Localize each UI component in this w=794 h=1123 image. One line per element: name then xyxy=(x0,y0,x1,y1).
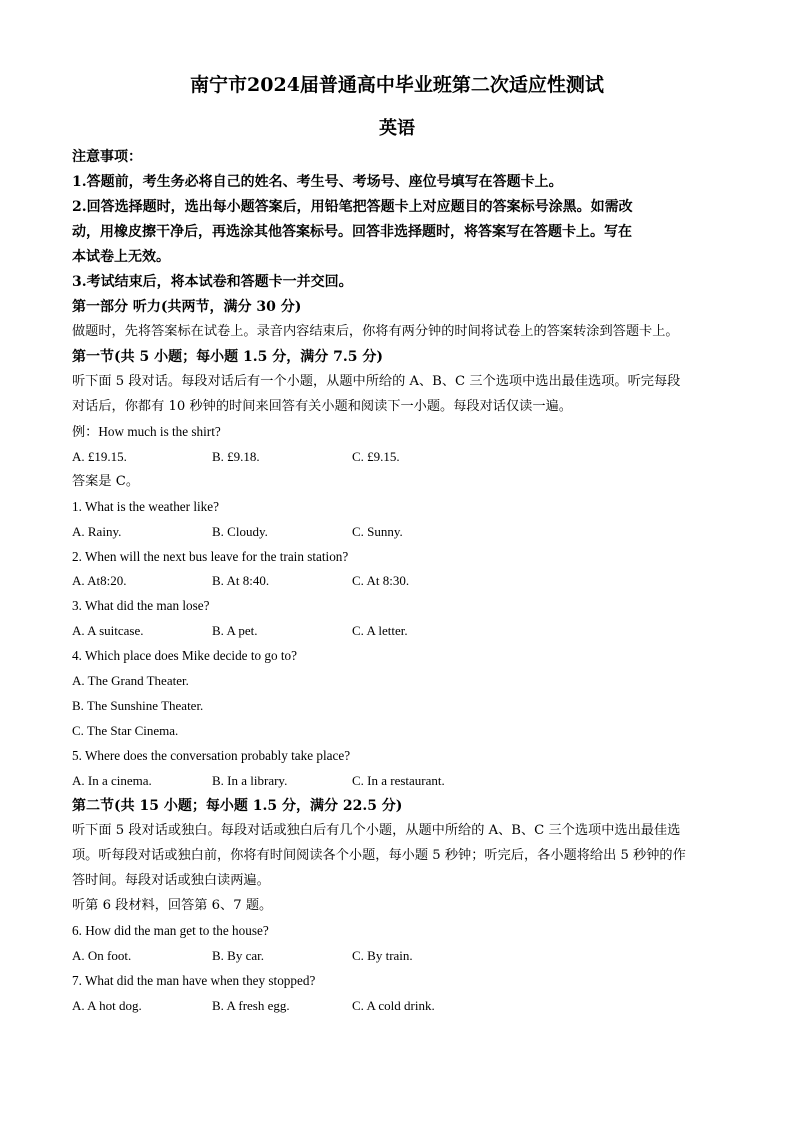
notice-item-3: 3.考试结束后，将本试卷和答题卡一并交回。 xyxy=(72,274,353,290)
part1-instruction: 做题时，先将答案标在试卷上。录音内容结束后，你将有两分钟的时间将试卷上的答案转涂到答题卡上。 xyxy=(72,324,679,339)
notice-item-2-line-2: 动，用橡皮擦干净后，再选涂其他答案标号。回答非选择题时，将答案写在答题卡上。写在 xyxy=(72,224,632,240)
question-3-option-c: C. A letter. xyxy=(352,623,408,638)
question-1-option-c: C. Sunny. xyxy=(352,524,403,539)
notice-item-2-line-1: 2.回答选择题时，选出每小题答案后，用铅笔把答题卡上对应题目的答案标号涂黑。如需改 xyxy=(72,199,633,215)
example-question: 例：How much is the shirt? xyxy=(72,424,221,439)
question-5-option-b: B. In a library. xyxy=(212,773,288,788)
question-2-option-b: B. At 8:40. xyxy=(212,573,270,588)
question-6: 6. How did the man get to the house? xyxy=(72,923,269,938)
section2-instruction-line-1: 听下面 5 段对话或独白。每段对话或独白后有几个小题，从题中所给的 A、B、C 三个选项中选出最佳选 xyxy=(72,823,681,838)
question-3-option-a: A. A suitcase. xyxy=(72,623,144,638)
question-4-option-c: C. The Star Cinema. xyxy=(72,723,179,738)
question-5-option-c: C. In a restaurant. xyxy=(352,773,445,788)
question-2: 2. When will the next bus leave for the train station? xyxy=(72,549,349,564)
part1-heading: 第一部分 听力(共两节，满分 30 分) xyxy=(72,299,302,315)
question-6-option-b: B. By car. xyxy=(212,948,264,963)
question-6-option-c: C. By train. xyxy=(352,948,413,963)
question-4: 4. Which place does Mike decide to go to? xyxy=(72,648,297,663)
question-1-option-a: A. Rainy. xyxy=(72,524,122,539)
section1-instruction-line-2: 对话后，你都有 10 秒钟的时间来回答有关小题和阅读下一小题。每段对话仅读一遍。 xyxy=(72,399,572,414)
question-5-option-a: A. In a cinema. xyxy=(72,773,152,788)
notice-item-1: 1.答题前，考生务必将自己的姓名、考生号、考场号、座位号填写在答题卡上。 xyxy=(72,174,563,190)
question-6-option-a: A. On foot. xyxy=(72,948,132,963)
material-6-label: 听第 6 段材料，回答第 6、7 题。 xyxy=(72,898,273,913)
section2-heading: 第二节(共 15 小题；每小题 1.5 分，满分 22.5 分) xyxy=(72,798,403,814)
example-option-b: B. £9.18. xyxy=(212,449,260,464)
example-option-a: A. £19.15. xyxy=(72,449,127,464)
section1-instruction-line-1: 听下面 5 段对话。每段对话后有一个小题，从题中所给的 A、B、C 三个选项中选出最佳选项。听完每段 xyxy=(72,374,681,389)
question-3-option-b: B. A pet. xyxy=(212,623,258,638)
question-2-option-a: A. At8:20. xyxy=(72,573,127,588)
example-answer: 答案是 C。 xyxy=(72,474,140,489)
section1-heading: 第一节(共 5 小题；每小题 1.5 分，满分 7.5 分) xyxy=(72,349,383,365)
section2-instruction-line-3: 答时间。每段对话或独白读两遍。 xyxy=(72,873,270,888)
question-5: 5. Where does the conversation probably take place? xyxy=(72,748,351,763)
question-4-option-b: B. The Sunshine Theater. xyxy=(72,698,204,713)
question-4-option-a: A. The Grand Theater. xyxy=(72,673,189,688)
question-1-option-b: B. Cloudy. xyxy=(212,524,268,539)
exam-title: 南宁市2024届普通高中毕业班第二次适应性测试 xyxy=(190,74,604,96)
question-7: 7. What did the man have when they stopped? xyxy=(72,973,316,988)
question-2-option-c: C. At 8:30. xyxy=(352,573,410,588)
question-1: 1. What is the weather like? xyxy=(72,499,219,514)
question-7-option-b: B. A fresh egg. xyxy=(212,998,290,1013)
notice-item-2-line-3: 本试卷上无效。 xyxy=(72,249,170,265)
example-option-c: C. £9.15. xyxy=(352,449,400,464)
question-3: 3. What did the man lose? xyxy=(72,598,210,613)
question-7-option-c: C. A cold drink. xyxy=(352,998,435,1013)
section2-instruction-line-2: 项。听每段对话或独白前，你将有时间阅读各个小题，每小题 5 秒钟；听完后，各小题将给出 5 秒钟的作 xyxy=(72,848,686,863)
exam-subject: 英语 xyxy=(379,118,415,139)
notice-heading: 注意事项： xyxy=(72,149,142,165)
question-7-option-a: A. A hot dog. xyxy=(72,998,142,1013)
